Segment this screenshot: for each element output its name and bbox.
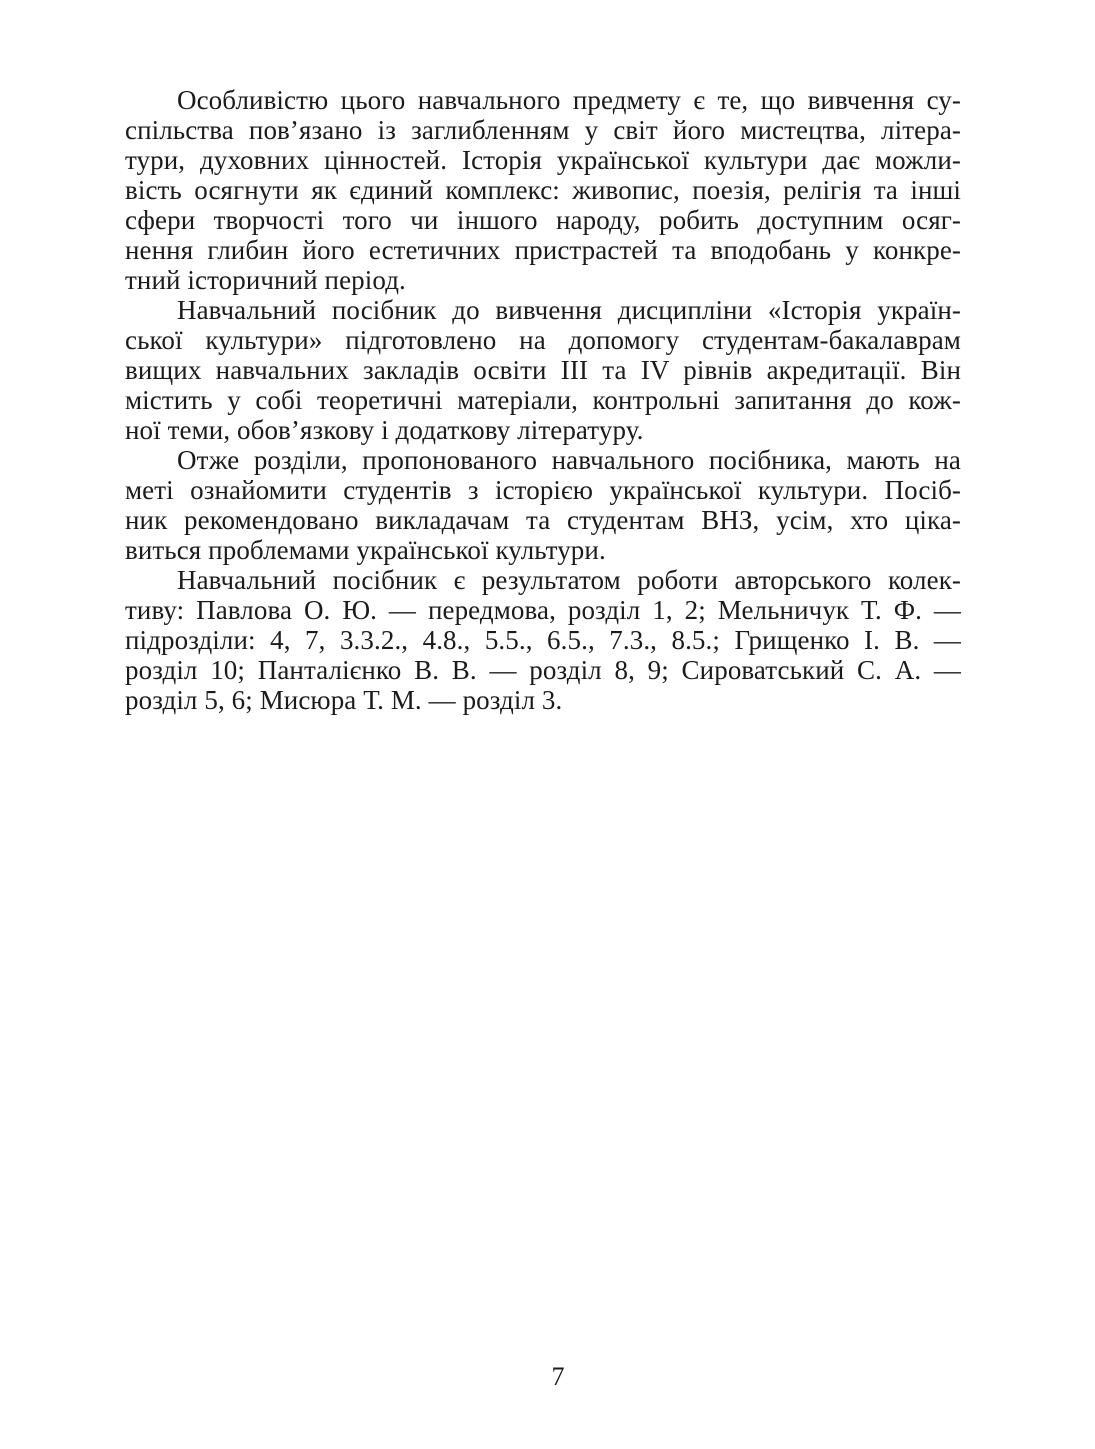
text-line: меті ознайомити студентів з історією української культури. Посіб- bbox=[125, 475, 961, 505]
text-line: тури, духовних цінностей. Історія української культури дає можли- bbox=[125, 145, 961, 175]
text-line: підрозділи: 4, 7, 3.3.2., 4.8., 5.5., 6.5., 7.3., 8.5.; Грищенко І. В. — bbox=[125, 625, 961, 655]
text-line: виться проблемами української культури. bbox=[125, 535, 606, 565]
text-line: Навчальний посібник до вивчення дисципліни «Історія україн- bbox=[177, 295, 961, 325]
paragraph-2 bbox=[125, 295, 961, 445]
text-line: Навчальний посібник є результатом роботи авторського колек- bbox=[177, 565, 961, 595]
text-line: ної теми, обов’язкову і додаткову літературу. bbox=[125, 415, 644, 445]
page-number: 7 bbox=[551, 1362, 565, 1391]
text-line: тний історичний період. bbox=[125, 265, 406, 295]
text-line: Отже розділи, пропонованого навчального посібника, мають на bbox=[177, 445, 961, 475]
text-line: нення глибин його естетичних пристрастей та вподобань у конкре- bbox=[125, 235, 961, 265]
text-line: сфери творчості того чи іншого народу, робить доступним осяг- bbox=[125, 205, 961, 235]
paragraph-1 bbox=[125, 85, 961, 295]
text-line: розділ 5, 6; Мисюра Т. М. — розділ 3. bbox=[125, 685, 563, 715]
text-line: вість осягнути як єдиний комплекс: живопис, поезія, релігія та інші bbox=[125, 175, 961, 205]
paragraph-4 bbox=[125, 565, 961, 715]
text-line: ської культури» підготовлено на допомогу студентам-бакалаврам bbox=[125, 325, 961, 355]
text-line: тиву: Павлова О. Ю. — передмова, розділ 1, 2; Мельничук Т. Ф. — bbox=[125, 595, 961, 625]
text-line: містить у собі теоретичні матеріали, контрольні запитання до кож- bbox=[125, 385, 961, 415]
body-text bbox=[125, 85, 961, 715]
paragraph-3 bbox=[125, 445, 961, 565]
text-line: Особливістю цього навчального предмету є те, що вивчення су- bbox=[177, 85, 961, 115]
text-line: розділ 10; Панталієнко В. В. — розділ 8, 9; Сироватський С. А. — bbox=[125, 655, 961, 685]
text-line: ник рекомендовано викладачам та студентам ВНЗ, усім, хто ціка- bbox=[125, 505, 961, 535]
text-line: вищих навчальних закладів освіти ІІІ та ІV рівнів акредитації. Він bbox=[125, 355, 961, 385]
text-line: спільства пов’язано із заглибленням у світ його мистецтва, літера- bbox=[125, 115, 961, 145]
